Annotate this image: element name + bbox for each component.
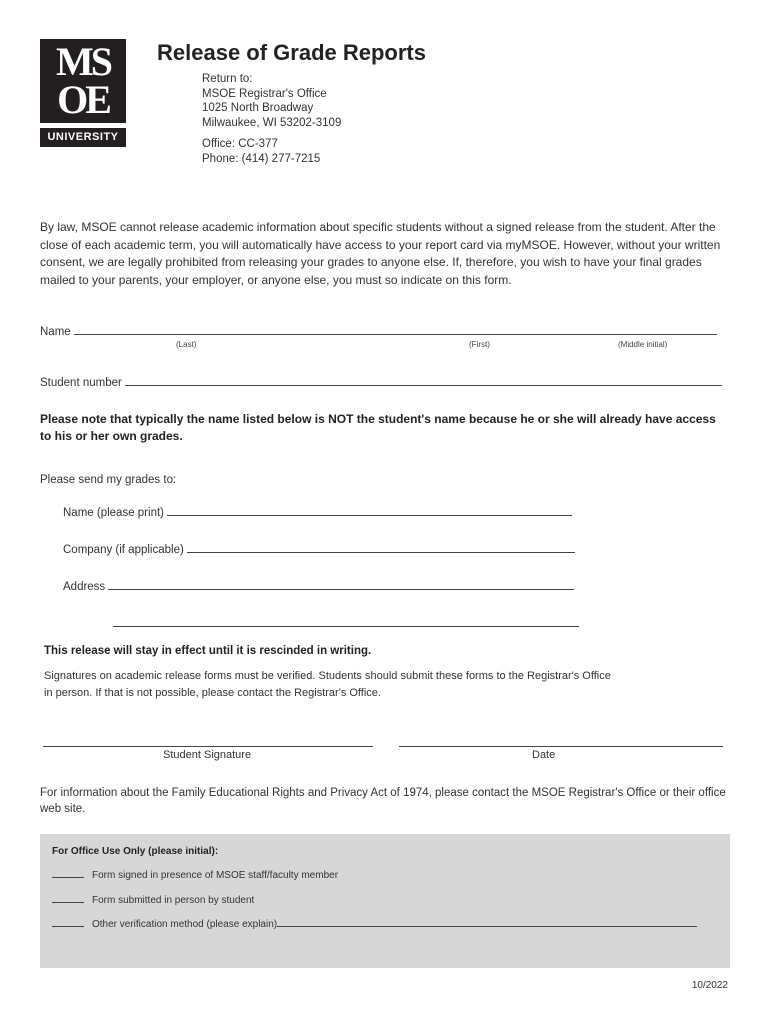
first-name-caption: (First) (469, 340, 490, 349)
office-phone: Phone: (414) 277-7215 (202, 152, 321, 165)
recipient-address-row (63, 579, 574, 593)
student-name-field[interactable] (74, 324, 717, 335)
office-use-box (40, 834, 730, 968)
street-address: 1025 North Broadway (202, 102, 314, 114)
student-signature-caption: Student Signature (163, 749, 252, 761)
logo-line-1: MS (56, 39, 110, 84)
msoe-logo (40, 39, 126, 147)
city-state-zip: Milwaukee, WI 53202-3109 (202, 116, 342, 129)
student-number-row (40, 375, 722, 389)
recipient-company-label: Company (if applicable) (63, 544, 184, 556)
signature-verification-note-1: Signatures on academic release forms must be verified. Students should submit these forms to the Registrar's Office (44, 670, 611, 682)
office-use-item-label: Form submitted in person by student (92, 895, 255, 906)
return-address (202, 72, 341, 166)
release-statement: This release will stay in effect until it is rescinded in writing. (44, 645, 372, 657)
logo-university-bar: UNIVERSITY (40, 128, 126, 147)
recipient-company-field[interactable] (187, 542, 575, 553)
student-number-field[interactable] (125, 375, 722, 386)
student-number-label: Student number (40, 377, 122, 389)
office-initial-field-2[interactable] (52, 894, 84, 903)
office-room: Office: CC-377 (202, 138, 278, 150)
middle-initial-caption: (Middle initial) (618, 340, 668, 349)
recipient-company-row (63, 542, 575, 556)
office-use-item-label: Other verification method (please explain) (92, 919, 278, 930)
form-revision-date: 10/2022 (691, 980, 728, 991)
logo-mark (40, 39, 126, 123)
office-use-title: For Office Use Only (please initial): (52, 846, 219, 857)
last-name-caption: (Last) (176, 340, 197, 349)
recipient-name-row (63, 505, 572, 519)
page-title: Release of Grade Reports (157, 40, 426, 65)
student-name-row (40, 324, 717, 338)
office-initial-field-3[interactable] (52, 918, 84, 927)
office-name: MSOE Registrar's Office (202, 87, 327, 100)
recipient-address-label: Address (63, 581, 106, 593)
signature-verification-note-2: in person. If that is not possible, please contact the Registrar's Office. (44, 687, 381, 699)
recipient-address-field-1[interactable] (108, 579, 574, 590)
recipient-name-field[interactable] (167, 505, 572, 516)
office-explain-field[interactable] (277, 918, 697, 927)
date-field[interactable] (399, 746, 723, 747)
office-use-item (52, 918, 697, 930)
return-to-label: Return to: (202, 73, 253, 85)
office-use-item (52, 894, 254, 906)
student-name-label: Name (40, 326, 71, 338)
office-use-item-label: Form signed in presence of MSOE staff/faculty member (92, 870, 339, 881)
recipient-address-line-2 (113, 616, 579, 627)
ferpa-note: For information about the Family Educational Rights and Privacy Act of 1974, please contact the MSOE Registrar's Office or their office web site. (40, 787, 726, 815)
office-initial-field-1[interactable] (52, 869, 84, 878)
send-grades-intro: Please send my grades to: (40, 474, 177, 486)
logo-line-2: OE (57, 77, 109, 122)
recipient-name-label: Name (please print) (63, 507, 164, 519)
recipient-address-field-2[interactable] (113, 616, 579, 627)
important-note: Please note that typically the name listed below is NOT the student's name because he or she will already have access to his or her own grades. (40, 412, 716, 443)
office-use-item (52, 869, 338, 881)
intro-paragraph: By law, MSOE cannot release academic information about specific students without a signed release from the student. After the close of each academic term, you will automatically have access to your report card via myMSOE. However, without your written consent, we are legally prohibited from releasing your grades to anyone else. If, therefore, you wish to have your final grades mailed to your parents, your employer, or anyone else, you must so indicate on this form. (40, 220, 721, 287)
student-signature-field[interactable] (43, 746, 373, 747)
date-caption: Date (532, 749, 556, 761)
